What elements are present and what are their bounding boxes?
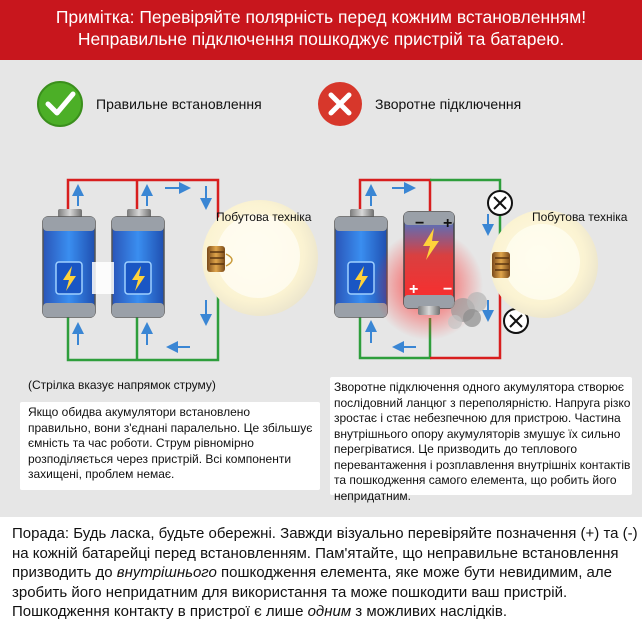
cross-icon	[318, 82, 362, 126]
bulb-icon	[490, 210, 598, 318]
plus-sign-top: +	[443, 215, 453, 232]
minus-sign-bottom: −	[443, 281, 453, 298]
tip-part-1: Порада: Будь ласка, будьте обережні. Завжди візуально перевіряйте позначення (+) та (-) на кожній батарейці перед встановленням. Пам'ятайте, що неправильне встановлення призводить до	[12, 525, 638, 582]
tip-text	[0, 517, 642, 622]
banner-line-2: Неправильне підключення пошкоджує пристрій та батарею.	[77, 29, 565, 49]
left-battery-2	[112, 209, 164, 317]
tip-part-3: з можливих наслідків.	[351, 603, 507, 621]
battery-highlight	[92, 262, 114, 294]
left-title: Правильне встановлення	[96, 96, 262, 112]
left-battery-1	[43, 209, 95, 317]
current-direction-hint: (Стрілка вказує напрямок струму)	[28, 378, 216, 392]
tip-part-2: пошкодження елемента, яке може бути невидимим, але зробить його непридатним для використання та може пошкодити ваш пристрій. Пошкодження контакту в пристрої є лише	[12, 564, 612, 621]
left-description-box	[20, 402, 320, 490]
tip-emphasis-2: одним	[307, 603, 352, 621]
right-title: Зворотне підключення	[375, 96, 522, 112]
banner-line-1: Примітка: Перевіряйте полярність перед кожним встановленням!	[55, 7, 587, 27]
tip-panel	[0, 517, 642, 630]
right-description: Зворотне підключення одного акумулятора створює послідовний ланцюг з переполярністю. Напруга різко зростає і стає небезпечною для пристрою. Частина внутрішнього опору акумуляторів змушує їх сильно перегріватися. Це призводить до теплового перевантаження і розплавлення внутрішніх контактів та пошкодження самого елемента, що робить його непридатним.	[334, 380, 631, 503]
left-appliance-label: Побутова техніка	[216, 210, 312, 224]
plus-sign-bottom: +	[409, 281, 419, 298]
right-appliance-label: Побутова техніка	[532, 210, 628, 224]
tip-emphasis-1: внутрішнього	[116, 564, 217, 582]
broken-contact-icon	[488, 191, 512, 215]
minus-sign-top: −	[415, 215, 425, 232]
check-icon	[38, 82, 82, 126]
right-description-box	[330, 377, 632, 503]
left-description: Якщо обидва акумулятори встановлено правильно, вони з'єднані паралельно. Це збільшує ємність та час роботи. Струм рівномірно розподіляється через пристрій. Всі компоненти захищені, проблем немає.	[28, 405, 313, 481]
